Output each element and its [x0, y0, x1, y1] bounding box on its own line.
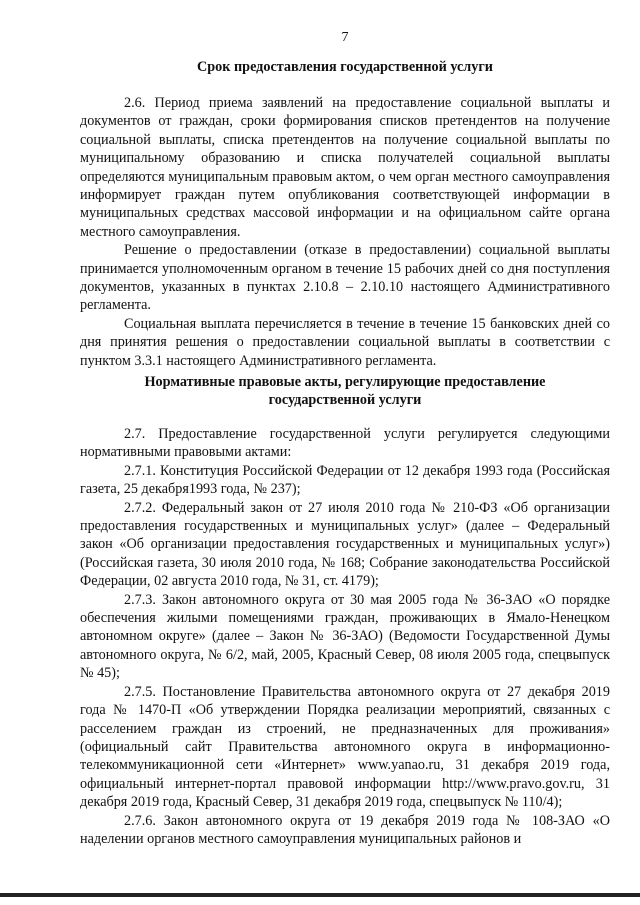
- paragraph-2-7-5: 2.7.5. Постановление Правительства автономного округа от 27 декабря 2019 года № 1470-П «Об утверждении Порядка реализации мероприятий, связанных с расселением граждан из строений, не предназначенных для проживания» (официальный сайт Правительства автономного округа в информационно-телекоммуникационной сети «Интернет» www.yanao.ru, 31 декабря 2019 года, официальный интернет-портал правовой информации http://www.pravo.gov.ru, 31 декабря 2019 года, Красный Север, 31 декабря 2019 года, спецвыпуск № 110/4);: [80, 683, 610, 811]
- paragraph-payment: Социальная выплата перечисляется в течение в течение 15 банковских дней со дня принятия решения о предоставлении социальной выплаты в соответствии с пунктом 3.3.1 настоящего Административного регламента.: [80, 315, 610, 369]
- section-title-legal-acts: [80, 373, 610, 409]
- section-body-service-period: [80, 94, 610, 370]
- paragraph-2-7-3: 2.7.3. Закон автономного округа от 30 мая 2005 года № 36-ЗАО «О порядке обеспечения жилыми помещениями граждан, проживающих в Ямало-Ненецком автономном округе» (далее – Закон № 36-ЗАО) (Ведомости Государственной Думы автономного округа, № 6/2, май, 2005, Красный Север, 08 июля 2005 года, спецвыпуск № 45);: [80, 591, 610, 682]
- paragraph-2-6: 2.6. Период приема заявлений на предоставление социальной выплаты и документов от граждан, сроки формирования списков претендентов на получение социальной выплаты, списка претендентов на получение социальной выплаты по муниципальному образованию и списка получателей социальной выплаты определяются муниципальным правовым актом, о чем орган местного самоуправления информирует граждан путем опубликования соответствующей информации в муниципальных средствах массовой информации и на официальном сайте органа местного самоуправления.: [80, 95, 610, 240]
- scan-bottom-edge: [0, 893, 640, 897]
- page-number: 7: [341, 30, 349, 45]
- section-title-legal-acts-line1: Нормативные правовые акты, регулирующие предоставление: [144, 374, 546, 390]
- paragraph-2-7-1: 2.7.1. Конституция Российской Федерации от 12 декабря 1993 года (Российская газета, 25 декабря1993 года, № 237);: [80, 462, 610, 498]
- paragraph-2-7: 2.7. Предоставление государственной услуги регулируется следующими нормативными правовыми актами:: [80, 426, 610, 461]
- paragraph-decision: Решение о предоставлении (отказе в предоставлении) социальной выплаты принимается уполномоченным органом в течение 15 рабочих дней со дня поступления документов, указанных в пунктах 2.10.8 – 2.10.10 настоящего Административного регламента.: [80, 242, 610, 314]
- section-body-legal-acts: [80, 425, 610, 848]
- section-title-service-period: Срок предоставления государственной услуги: [197, 59, 493, 75]
- paragraph-2-7-2: 2.7.2. Федеральный закон от 27 июля 2010 года № 210-ФЗ «Об организации предоставления государственных и муниципальных услуг» (далее – Федеральный закон «Об организации предоставления государственных и муниципальных услуг») (Российская газета, 30 июля 2010 года, № 168; Собрание законодательства Российской Федерации, 02 августа 2010 года, № 31, ст. 4179);: [80, 499, 610, 590]
- section-title-legal-acts-line2: государственной услуги: [268, 392, 422, 408]
- paragraph-2-7-6: 2.7.6. Закон автономного округа от 19 декабря 2019 года № 108-ЗАО «О наделении органов местного самоуправления муниципальных районов и: [80, 812, 610, 847]
